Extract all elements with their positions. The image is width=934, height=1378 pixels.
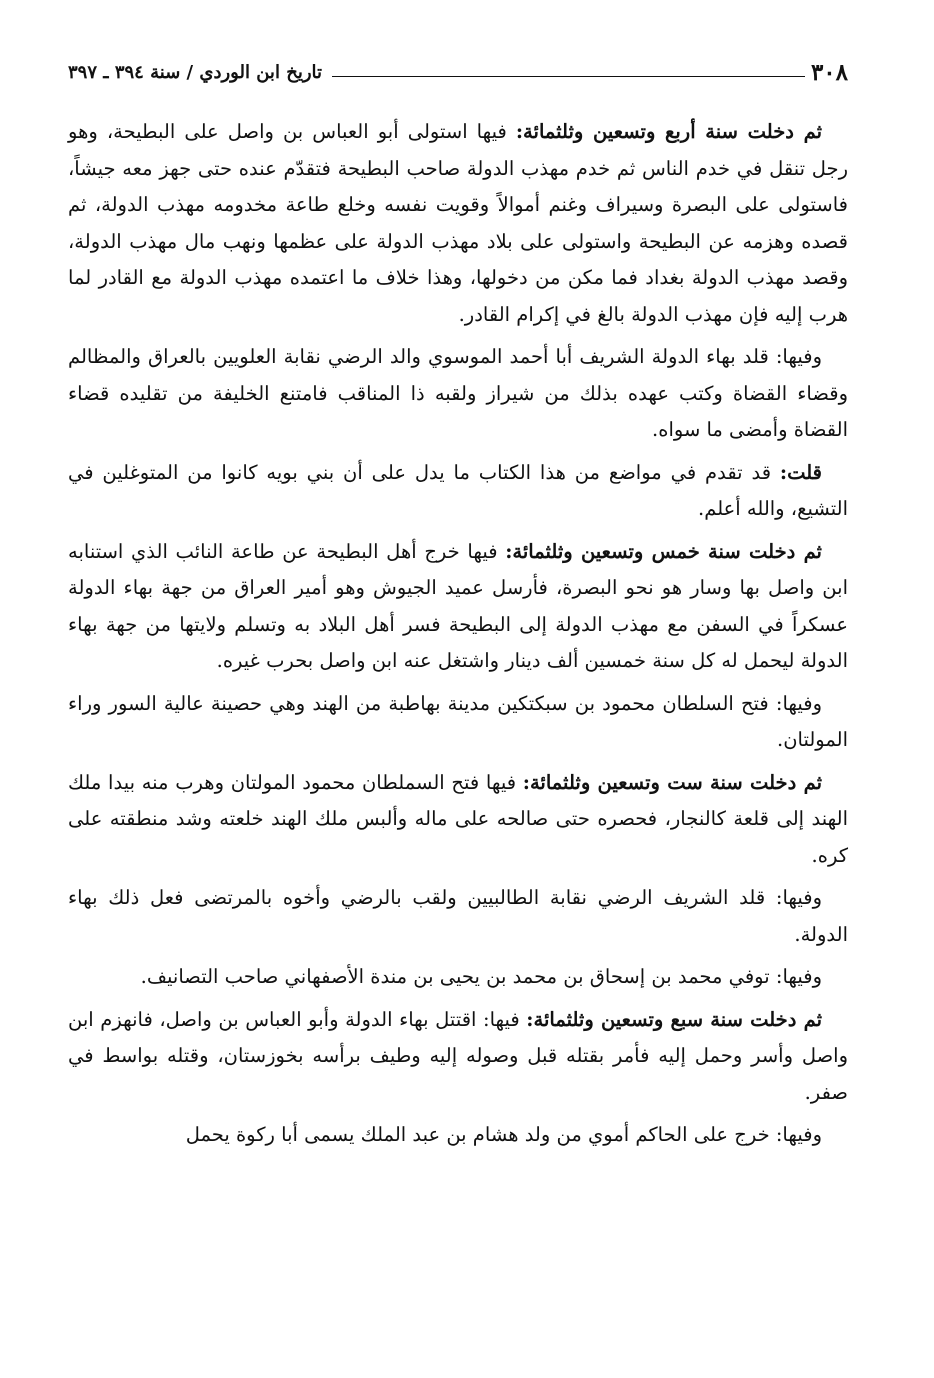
- paragraph-lead: ثم دخلت سنة ست وتسعين وثلثمائة:: [522, 770, 822, 794]
- page-number: ٣٠٨: [810, 58, 848, 86]
- paragraph-text: وفيها: فتح السلطان محمود بن سبكتكين مدينة بهاطبة من الهند وهي حصينة عالية السور وراء المولتان.: [68, 691, 848, 751]
- paragraph-year-395: [68, 534, 848, 680]
- running-header: [68, 52, 848, 92]
- paragraph-text: وفيها: خرج على الحاكم أموي من ولد هشام بن عبد الملك يسمى أبا ركوة يحمل: [185, 1123, 822, 1146]
- body-text: [68, 114, 848, 1154]
- paragraph-text: وفيها: توفي محمد بن إسحاق بن محمد بن يحيى بن مندة الأصفهاني صاحب التصانيف.: [140, 965, 822, 988]
- paragraph-lead: ثم دخلت سنة أربع وتسعين وثلثمائة:: [515, 120, 822, 143]
- paragraph-text: فيها خرج أهل البطيحة عن طاعة النائب الذي استنابه ابن واصل بها وسار هو نحو البصرة، فأرسل عميد الجيوش وهو أمير العراق من جهة بهاء الدولة عسكراً في السفن مع مهذب الدولة إلى البطيحة فسر أهل البلاد به وتسلم ولايتها من جهة بهاء الدولة ليحمل له كل سنة خمسين ألف دينار واشتغل عنه ابن واصل بحرب غيره.: [68, 539, 848, 672]
- paragraph-abu-rakwa: [68, 1117, 848, 1154]
- paragraph-text: فيها: اقتتل بهاء الدولة وأبو العباس بن واصل، فانهزم ابن واصل وأسر وحمل إليه فأمر بقتله قبل وصوله إليه وطيف برأسه بخوزستان، وقتله بواسط في صفر.: [68, 1007, 848, 1104]
- paragraph-mahmud-hind: [68, 686, 848, 759]
- paragraph-lead: قلت:: [779, 460, 822, 484]
- paragraph-text: وفيها: قلد الشريف الرضي نقابة الطالبيين ولقب بالرضي وأخوه بالمرتضى فعل ذلك بهاء الدولة.: [68, 886, 848, 946]
- paragraph-sharif-radi: [68, 880, 848, 953]
- paragraph-ibn-manda: [68, 959, 848, 996]
- paragraph-text: قد تقدم في مواضع من هذا الكتاب ما يدل على أن بني بويه كانوا من المتوغلين في التشيع، والله أعلم.: [68, 460, 848, 520]
- paragraph-text: فيها فتح السملطان محمود المولتان وهرب منه بيدا ملك الهند إلى قلعة كالنجار، فحصره حتى صالحه على ماله وألبس ملك الهند خلعته وشد منطقته على كره.: [68, 770, 848, 867]
- header-rule: [332, 76, 805, 77]
- paragraph-text: فيها استولى أبو العباس بن واصل على البطيحة، وهو رجل تنقل في خدم الناس ثم خدم مهذب الدولة صاحب البطيحة فتقدّم عنده حتى جهز معه جيشاً، فاستولى على البصرة وسيراف وغنم أموالاً وقويت نفسه وخلع طاعة مخدومه مهذب الدولة، ثم قصده وهزمه عن البطيحة واستولى على بلاد مهذب الدولة على عظمها ونهب مال مهذب الدولة، وقصد مهذب الدولة بغداد فما مكن من دخولها، وهذا خلاف ما اعتمده مهذب الدولة مع القادر لما هرب إليه فإن مهذب الدولة بالغ في إكرام القادر.: [68, 120, 848, 326]
- paragraph-year-397: [68, 1002, 848, 1112]
- paragraph-lead: ثم دخلت سنة خمس وتسعين وثلثمائة:: [505, 539, 822, 563]
- paragraph-year-396: [68, 765, 848, 875]
- book-page: [68, 52, 848, 1352]
- paragraph-text: وفيها: قلد بهاء الدولة الشريف أبا أحمد الموسوي والد الرضي نقابة العلويين بالعراق والمظالم وقضاء القضاة وكتب عهده بذلك من شيراز ولقبه ذا المناقب فامتنع الخليفة من تقليده قضاء القضاة وأمضى ما سواه.: [68, 345, 848, 441]
- paragraph-naqaba: [68, 339, 848, 449]
- paragraph-lead: ثم دخلت سنة سبع وتسعين وثلثمائة:: [526, 1007, 822, 1031]
- paragraph-year-394: [68, 114, 848, 333]
- running-title: تاريخ ابن الوردي / سنة ٣٩٤ ـ ٣٩٧: [68, 61, 323, 83]
- paragraph-qultu: [68, 455, 848, 528]
